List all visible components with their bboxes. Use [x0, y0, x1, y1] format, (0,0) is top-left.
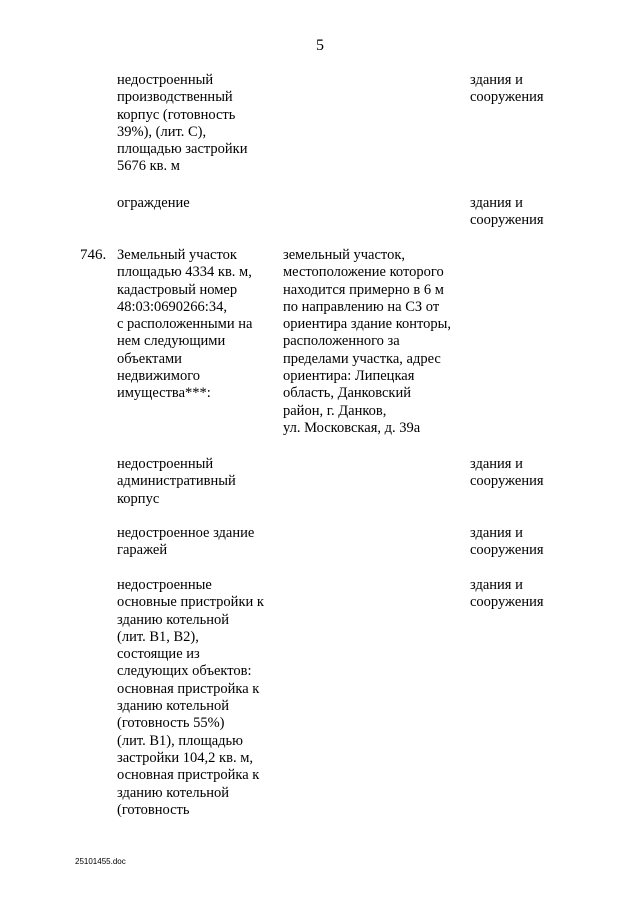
- object-type: здания и сооружения: [470, 72, 544, 106]
- file-name-footer: 25101455.doc: [75, 857, 126, 866]
- object-description: ограждение: [117, 195, 190, 211]
- page-number: 5: [316, 37, 324, 54]
- object-description: недостроенный административный корпус: [117, 456, 236, 507]
- row-number: 746.: [80, 247, 107, 263]
- object-type: здания и сооружения: [470, 577, 544, 611]
- object-description: недостроенные основные пристройки к зданию котельной (лит. В1, В2), состоящие из следующих объектов: основная пристройка к зданию котельной (готовность 55%) (лит. В1), площадью застройки 104,2 кв. м, основная пристройка к зданию котельной (готовность: [117, 577, 264, 818]
- object-type: здания и сооружения: [470, 456, 544, 490]
- object-description: недостроенный производственный корпус (готовность 39%), (лит. С), площадью застройки 5676 кв. м: [117, 72, 248, 175]
- object-location: земельный участок, местоположение которого находится примерно в 6 м по направлению на СЗ от ориентира здание конторы, расположенного за пределами участка, адрес ориентира: Липецкая область, Данковский район, г. Данков, ул. Московская, д. 39а: [283, 247, 452, 436]
- object-type: здания и сооружения: [470, 195, 544, 229]
- object-description: Земельный участок площадью 4334 кв. м, кадастровый номер 48:03:0690266:34, с расположенными на нем следующими объектами недвижимого имущества***:: [117, 247, 253, 402]
- object-type: здания и сооружения: [470, 525, 544, 559]
- object-description: недостроенное здание гаражей: [117, 525, 255, 559]
